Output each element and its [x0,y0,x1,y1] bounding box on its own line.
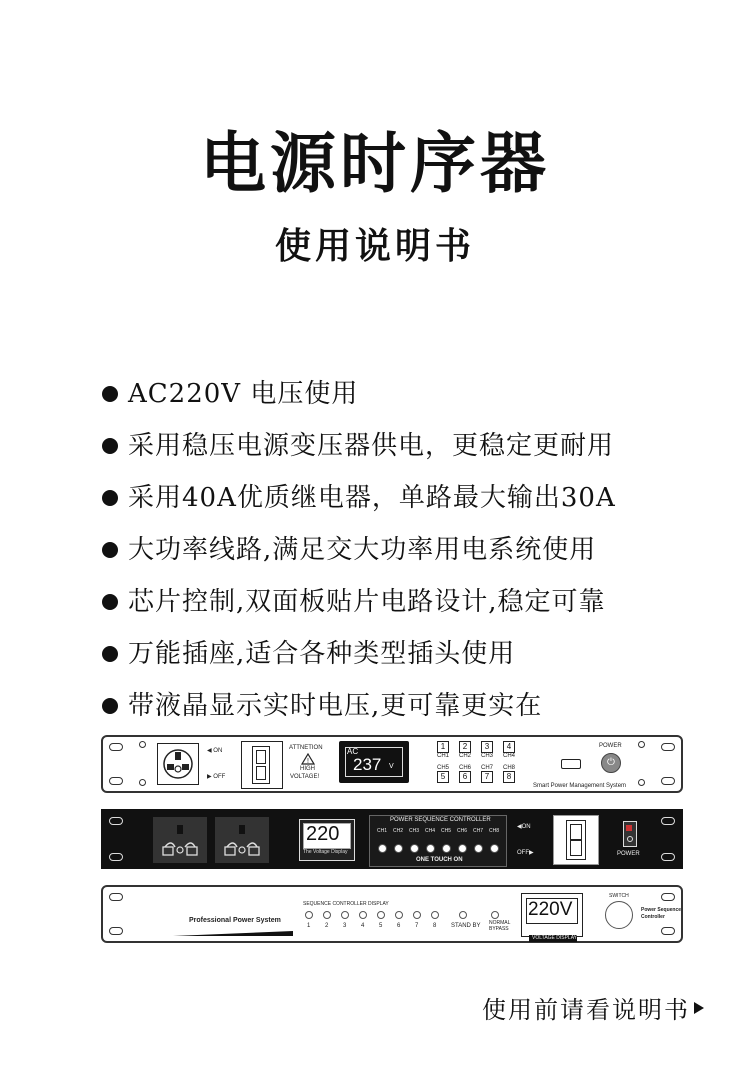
footer-text: 使用前请看说明书 [482,996,690,1024]
bullet-icon [102,386,118,402]
rocker-switch[interactable] [553,815,599,865]
display-value: 237 [353,755,382,774]
channel-label: CH5 [436,765,449,771]
display-unit: V [389,763,394,770]
bullet-icon [102,438,118,454]
sequence-led [359,911,367,919]
feature-item [102,680,722,732]
brand-label: Smart Power Management System [533,783,627,789]
channel-number: 5 [437,771,449,783]
socket-icon [215,817,269,863]
channel-label: CH2 [458,753,471,759]
channel-number: 6 [459,771,471,783]
channel-label: CH4 [425,828,436,834]
feature-text: 芯片控制,双面板贴片电路设计,稳定可靠 [128,587,606,617]
controller-header: POWER SEQUENCE CONTROLLER [390,817,491,823]
sequence-number: 3 [343,923,347,929]
voltage-display-caption [529,935,577,942]
rocker-switch[interactable] [241,741,283,789]
switch-knob[interactable] [605,901,633,929]
off-label: OFF▶ [517,850,534,856]
display-value: 220V [528,899,573,920]
channel-label: CH7 [480,765,493,771]
channel-number: 4 [503,741,515,753]
feature-text: 采用40A优质继电器，单路最大输出30A [128,483,616,513]
power-switch[interactable] [623,821,637,847]
rack-slot-icon [109,927,123,935]
svg-text:!: ! [307,758,309,765]
feature-item [102,576,722,628]
channel-label: CH6 [457,828,468,834]
sequence-led [305,911,313,919]
voltage-label: VOLTAGE! [290,774,320,780]
channel-label: CH7 [473,828,484,834]
standby-led [459,911,467,919]
channel-label: CH1 [377,828,388,834]
on-label: ◀ ON [207,748,223,754]
channel-label: CH8 [489,828,500,834]
display-title: SEQUENCE CONTROLLER DISPLAY [303,901,389,907]
channel-button[interactable] [490,844,499,853]
screw-icon [139,741,146,748]
socket-icon [153,817,207,863]
channel-label: CH5 [441,828,452,834]
socket-icon [157,743,199,785]
sequence-led [377,911,385,919]
feature-item [102,524,722,576]
rack-slot-icon [661,893,675,901]
sequence-led [323,911,331,919]
device-panel-1 [101,735,683,793]
channel-label: CH4 [502,753,515,759]
screw-icon [638,779,645,786]
sequence-number: 2 [325,923,329,929]
document-title: 电源时序器 [200,124,550,202]
sequence-number: 5 [379,923,383,929]
high-label: HIGH [300,766,315,772]
channel-button[interactable] [442,844,451,853]
normal-label: NORMAL [489,920,511,926]
power-label: POWER [617,851,640,857]
channel-number: 2 [459,741,471,753]
footer-note [482,990,704,1025]
feature-text: AC220V 电压使用 [128,379,359,409]
channel-grid [433,741,519,787]
power-button[interactable]: ⏻ [601,753,621,773]
rack-slot-icon [109,893,123,901]
channel-number: 3 [481,741,493,753]
rack-slot-icon [661,853,675,861]
power-label: POWER [599,743,622,749]
rack-slot-icon [661,927,675,935]
rack-slot-icon [109,777,123,785]
bullet-icon [102,490,118,506]
side-text: Controller [641,914,665,920]
channel-button[interactable] [410,844,419,853]
sequence-number: 7 [415,923,419,929]
attention-label: ATTNETION [289,745,323,751]
indicator-slot [561,759,581,769]
rack-slot-icon [661,743,675,751]
sequence-number: 4 [361,923,365,929]
on-label: ◀ON [517,824,531,830]
feature-text: 万能插座,适合各种类型插头使用 [128,639,516,669]
display-ac-label: AC [347,747,359,756]
bullet-icon [102,542,118,558]
channel-label: CH6 [458,765,471,771]
switch-label: SWITCH [609,893,629,899]
channel-label: CH8 [502,765,515,771]
feature-list [102,368,722,732]
channel-button[interactable] [378,844,387,853]
sequence-number: 1 [307,923,311,929]
feature-text: 大功率线路,满足交大功率用电系统使用 [128,535,597,565]
channel-number: 8 [503,771,515,783]
rack-slot-icon [109,853,123,861]
channel-button[interactable] [458,844,467,853]
rack-slot-icon [109,817,123,825]
voltage-display [299,819,355,861]
sequence-led [395,911,403,919]
document-subtitle: 使用说明书 [274,225,475,267]
voltage-display-label: VOLTAGE DISPLAY [532,935,578,941]
screw-icon [139,779,146,786]
display-caption: The Voltage Display [303,849,348,855]
channel-number: 7 [481,771,493,783]
brand-underline [173,927,293,937]
bypass-led [491,911,499,919]
feature-item [102,368,722,420]
voltage-display [521,893,583,937]
sequence-controller [369,815,507,867]
rack-slot-icon [661,777,675,785]
channel-button[interactable] [394,844,403,853]
feature-text: 采用稳压电源变压器供电，更稳定更耐用 [128,431,615,461]
voltage-display [339,741,409,783]
channel-button[interactable] [474,844,483,853]
feature-item [102,420,722,472]
channel-label: CH2 [393,828,404,834]
sequence-led [431,911,439,919]
bullet-icon [102,698,118,714]
channel-label: CH1 [436,753,449,759]
screw-icon [638,741,645,748]
device-panel-2 [101,809,683,869]
channel-button[interactable] [426,844,435,853]
sequence-led [413,911,421,919]
bullet-icon [102,594,118,610]
off-label: ▶ OFF [207,774,226,780]
one-touch-label: ONE TOUCH ON [416,857,463,863]
feature-text: 带液晶显示实时电压,更可靠更实在 [128,691,543,721]
rack-slot-icon [109,743,123,751]
bypass-label: BYPASS [489,926,509,932]
device-panel-3 [101,885,683,943]
brand-label: Professional Power System [189,917,281,924]
sequence-number: 6 [397,923,401,929]
display-value: 220 [306,823,340,845]
standby-label: STAND BY [451,923,481,929]
channel-label: CH3 [480,753,493,759]
warning-icon [301,753,315,765]
channel-label: CH3 [409,828,420,834]
side-text: Power Sequence [641,907,682,913]
arrow-right-icon [694,1002,704,1014]
sequence-led [341,911,349,919]
rack-slot-icon [661,817,675,825]
feature-item [102,628,722,680]
sequence-number: 8 [433,923,437,929]
channel-number: 1 [437,741,449,753]
feature-item [102,472,722,524]
bullet-icon [102,646,118,662]
